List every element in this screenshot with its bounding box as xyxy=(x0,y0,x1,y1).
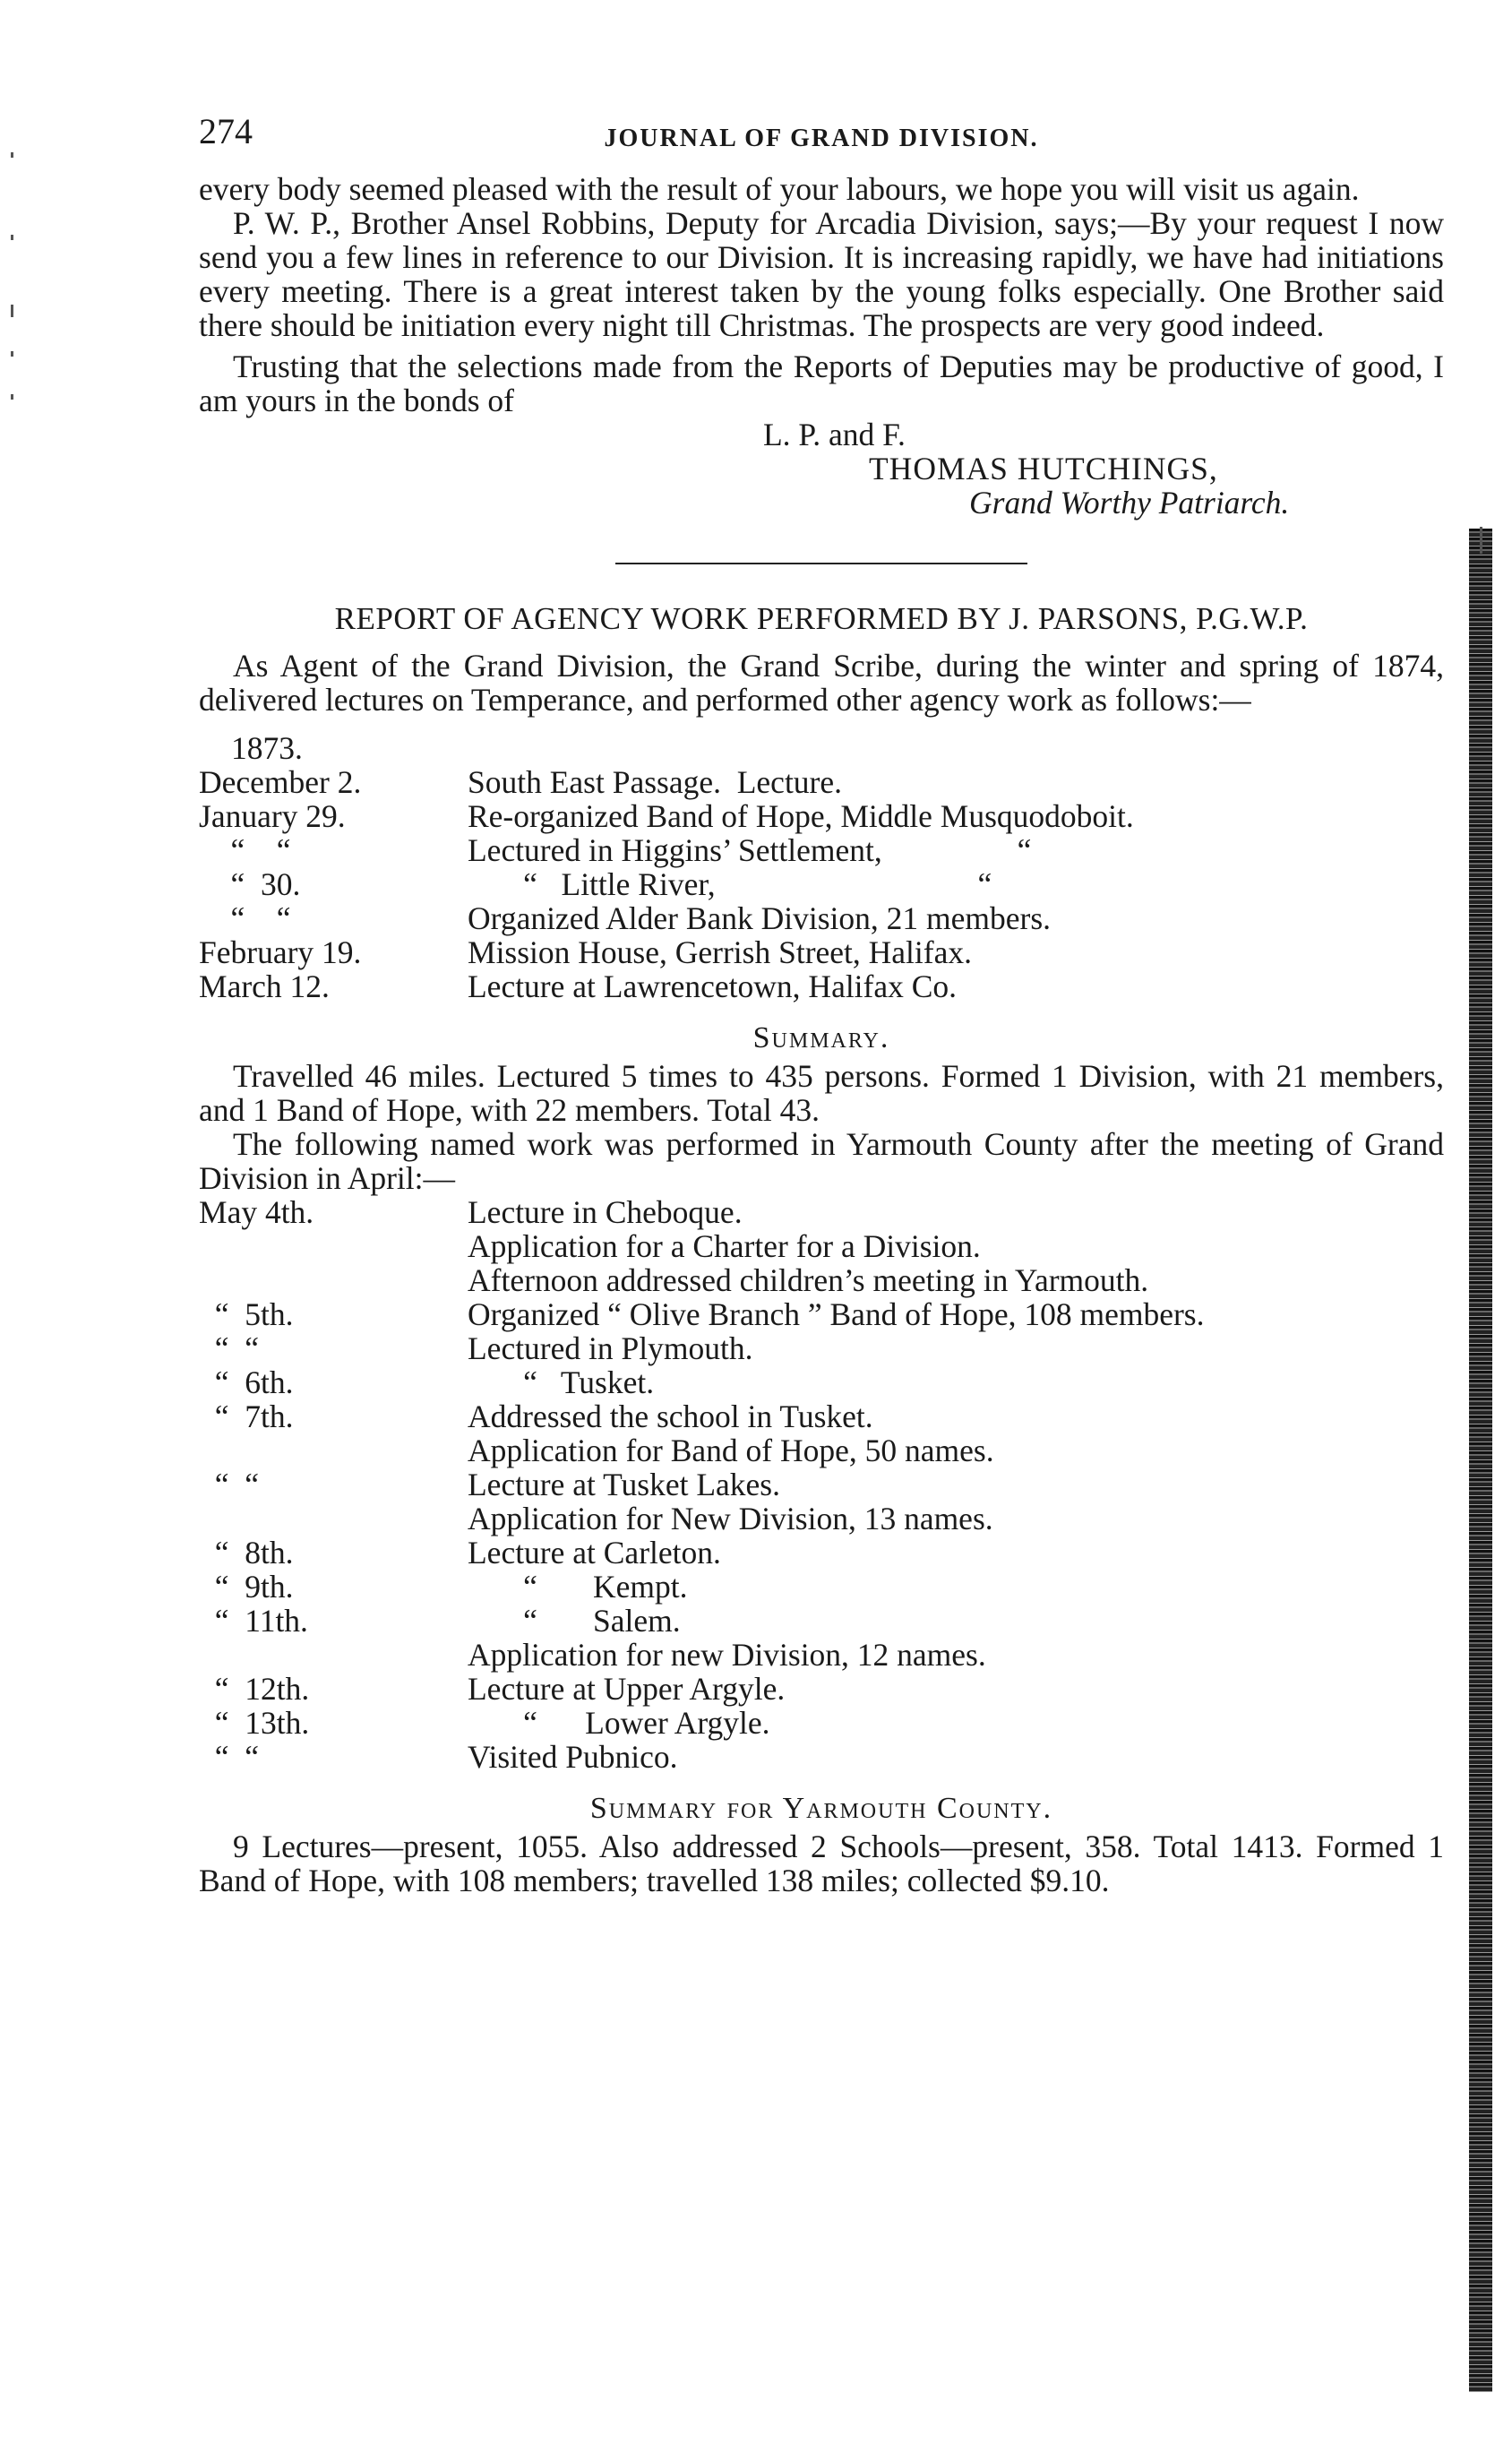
entry-row xyxy=(199,1331,1444,1365)
signature-title: Grand Worthy Patriarch. xyxy=(969,485,1290,521)
entry-row xyxy=(199,1297,1444,1331)
report-title: REPORT OF AGENCY WORK PERFORMED BY J. PARSONS, P.G.W.P. xyxy=(334,601,1309,636)
entry-row xyxy=(199,1399,1444,1433)
signature-name: THOMAS HUTCHINGS, xyxy=(869,451,1218,486)
entry-row xyxy=(199,1604,1444,1638)
entry-date xyxy=(199,1263,468,1297)
entry-row xyxy=(199,1229,1444,1263)
entry-text: Application for new Division, 12 names. xyxy=(468,1637,986,1673)
entries-yarmouth xyxy=(199,1195,1444,1774)
entry-text: “ Little River, “ xyxy=(468,866,992,902)
entry-text: Addressed the school in Tusket. xyxy=(468,1398,873,1434)
entry-text: Lecture at Upper Argyle. xyxy=(468,1671,786,1707)
signature-lpf: L. P. and F. xyxy=(763,417,906,452)
scan-speck xyxy=(11,351,13,357)
entry-date: “ “ xyxy=(199,832,291,868)
entry-date: “ “ xyxy=(199,1739,260,1775)
entry-date: March 12. xyxy=(199,968,330,1004)
entry-row xyxy=(199,1672,1444,1706)
entry-text: Lecture in Cheboque. xyxy=(468,1194,743,1230)
summary-heading: Summary. xyxy=(752,1021,890,1054)
entry-date xyxy=(199,1502,468,1536)
entry-row xyxy=(199,799,1444,833)
yarmouth-summary-paragraph: 9 Lectures—present, 1055. Also addressed 2 Schools—present, 358. Total 1413. Formed 1 Band of Hope, with 108 members; travelled 138 miles; collected $9.10. xyxy=(199,1829,1444,1898)
entry-text: Application for a Charter for a Division. xyxy=(468,1228,981,1264)
scan-speck xyxy=(1480,527,1482,554)
entries-1873 xyxy=(199,765,1444,1003)
entry-text: Application for Band of Hope, 50 names. xyxy=(468,1433,994,1468)
page-number: 274 xyxy=(199,111,253,151)
year-heading: 1873. xyxy=(231,730,303,766)
entry-text: “ Tusket. xyxy=(468,1364,655,1400)
entry-date: “ 30. xyxy=(199,866,301,902)
scan-speck xyxy=(11,235,13,240)
entry-row xyxy=(199,1195,1444,1229)
entry-date: “ 11th. xyxy=(199,1603,308,1639)
entry-date: “ “ xyxy=(199,900,291,936)
entry-row xyxy=(199,833,1444,867)
entry-row xyxy=(199,1740,1444,1774)
entry-text: Lecture at Carleton. xyxy=(468,1535,721,1571)
entry-row xyxy=(199,1536,1444,1570)
entry-text: South East Passage. Lecture. xyxy=(468,764,843,800)
entry-text: “ Salem. xyxy=(468,1603,681,1639)
entry-row xyxy=(199,935,1444,969)
entry-date: “ 5th. xyxy=(199,1296,294,1332)
entry-text: Mission House, Gerrish Street, Halifax. xyxy=(468,934,972,970)
entry-text: Visited Pubnico. xyxy=(468,1739,678,1775)
entry-text: Afternoon addressed children’s meeting in Yarmouth. xyxy=(468,1262,1149,1298)
section-divider xyxy=(615,563,1027,564)
entry-text: Organized “ Olive Branch ” Band of Hope, 108 members. xyxy=(468,1296,1205,1332)
entry-date: “ “ xyxy=(199,1467,260,1502)
entry-row xyxy=(199,1638,1444,1672)
closing-paragraph: Trusting that the selections made from the Reports of Deputies may be productive of good, I am yours in the bonds of xyxy=(199,349,1444,418)
entry-date: May 4th. xyxy=(199,1194,314,1230)
entry-date xyxy=(199,1638,468,1672)
entry-date: “ 9th. xyxy=(199,1569,294,1605)
entry-date: “ 12th. xyxy=(199,1671,310,1707)
entry-date: “ 7th. xyxy=(199,1398,294,1434)
entry-row xyxy=(199,1433,1444,1467)
entry-date: December 2. xyxy=(199,764,362,800)
entry-text: Application for New Division, 13 names. xyxy=(468,1501,993,1536)
entry-date xyxy=(199,1433,468,1467)
summary-paragraph: Travelled 46 miles. Lectured 5 times to 435 persons. Formed 1 Division, with 21 members, and 1 Band of Hope, with 22 members. Total 43. xyxy=(199,1058,1444,1128)
entry-row xyxy=(199,1706,1444,1740)
entry-row xyxy=(199,969,1444,1003)
entry-text: Lecture at Tusket Lakes. xyxy=(468,1467,781,1502)
entry-date: “ 8th. xyxy=(199,1535,294,1571)
journal-page xyxy=(199,111,1444,1898)
entry-row xyxy=(199,1570,1444,1604)
entry-row xyxy=(199,901,1444,935)
entry-text: Organized Alder Bank Division, 21 members. xyxy=(468,900,1052,936)
entry-row xyxy=(199,1467,1444,1502)
page-header xyxy=(199,111,1444,172)
robbins-paragraph: P. W. P., Brother Ansel Robbins, Deputy for Arcadia Division, says;—By your request I now send you a few lines in reference to our Division. It is increasing rapidly, we have had initiations every meeting. There is a great interest taken by the young folks especially. One Brother said there should be initiation every night till Christmas. The prospects are very good indeed. xyxy=(199,205,1444,343)
entry-text: “ Lower Argyle. xyxy=(468,1705,770,1741)
report-intro: As Agent of the Grand Division, the Grand Scribe, during the winter and spring of 1874, delivered lectures on Temperance, and performed other agency work as follows:— xyxy=(199,648,1444,718)
entry-text: Lectured in Plymouth. xyxy=(468,1330,753,1366)
scan-speck xyxy=(11,152,13,158)
entry-row xyxy=(199,867,1444,901)
entry-row xyxy=(199,1502,1444,1536)
entry-row xyxy=(199,765,1444,799)
scan-speck xyxy=(11,394,13,400)
entry-date xyxy=(199,1229,468,1263)
entry-date: February 19. xyxy=(199,934,362,970)
yarmouth-summary-heading: Summary for Yarmouth County. xyxy=(589,1792,1053,1825)
entry-row xyxy=(199,1365,1444,1399)
entry-text: Lectured in Higgins’ Settlement, “ xyxy=(468,832,1032,868)
entry-text: Re-organized Band of Hope, Middle Musquodoboit. xyxy=(468,798,1134,834)
continuation-paragraph: every body seemed pleased with the result of your labours, we hope you will visit us again. xyxy=(199,171,1360,207)
yarmouth-intro: The following named work was performed in Yarmouth County after the meeting of Grand Division in April:— xyxy=(199,1126,1444,1196)
entry-date: “ 13th. xyxy=(199,1705,310,1741)
entry-date: “ “ xyxy=(199,1330,260,1366)
scan-speck xyxy=(11,305,13,317)
entry-date: “ 6th. xyxy=(199,1364,294,1400)
entry-date: January 29. xyxy=(199,798,346,834)
entry-text: “ Kempt. xyxy=(468,1569,688,1605)
entry-text: Lecture at Lawrencetown, Halifax Co. xyxy=(468,968,958,1004)
running-title: JOURNAL OF GRAND DIVISION. xyxy=(604,125,1039,152)
entry-row xyxy=(199,1263,1444,1297)
scanned-binding-edge xyxy=(1469,529,1492,2392)
